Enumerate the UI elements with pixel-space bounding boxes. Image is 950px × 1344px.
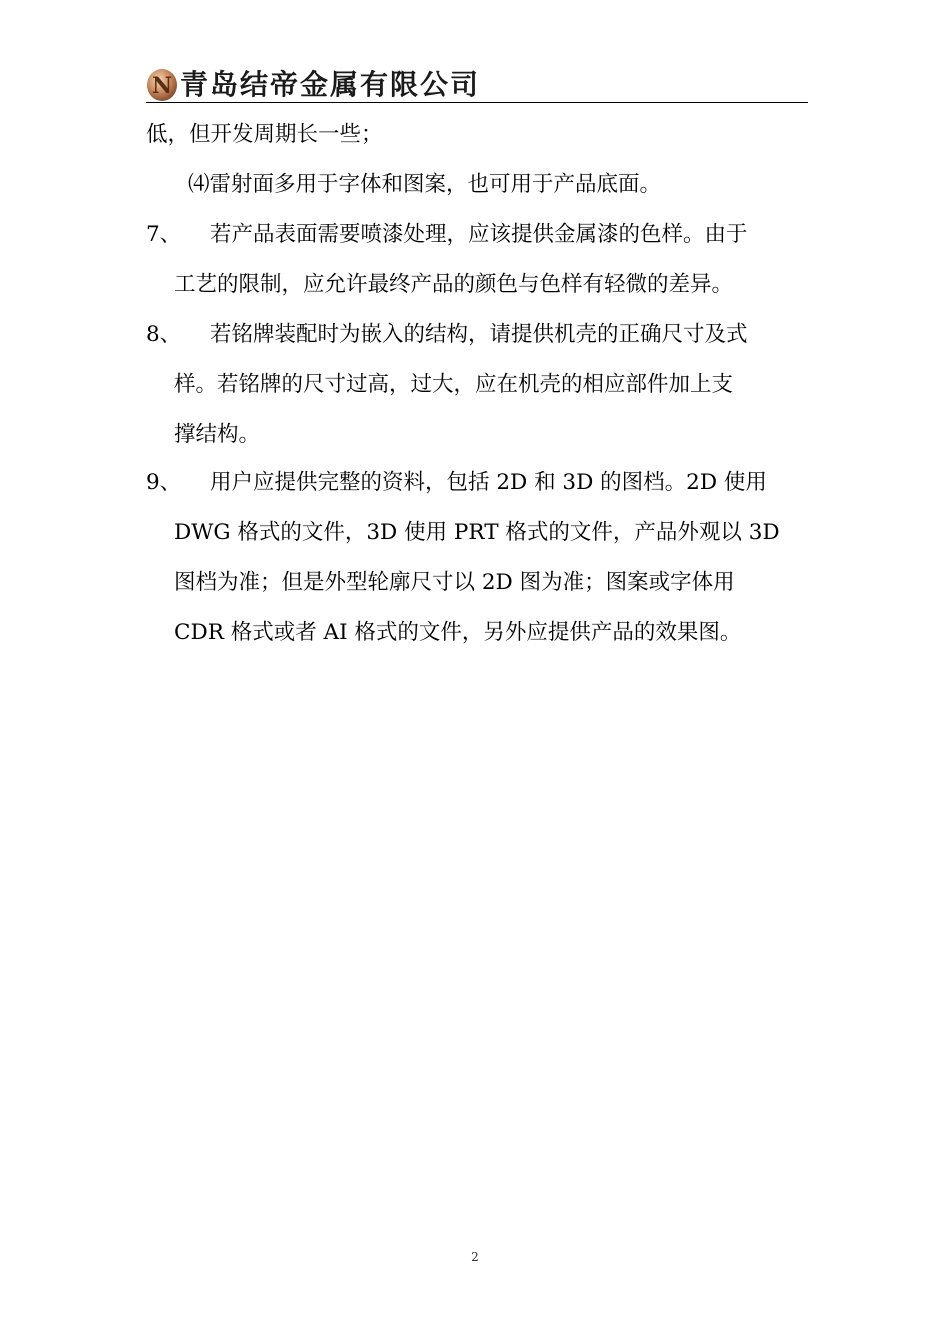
- header-divider: [146, 102, 808, 103]
- text-line: 撑结构。: [174, 422, 261, 447]
- text-line: CDR 格式或者 AI 格式的文件，另外应提供产品的效果图。: [174, 620, 742, 645]
- text-line: 用户应提供完整的资料，包括 2D 和 3D 的图档。2D 使用: [210, 470, 767, 495]
- text-line: ⑷雷射面多用于字体和图案，也可用于产品底面。: [188, 172, 662, 197]
- company-logo-icon: [146, 68, 178, 102]
- text-line: 工艺的限制，应允许最终产品的颜色与色样有轻微的差异。: [174, 272, 734, 297]
- text-line: 样。若铭牌的尺寸过高，过大，应在机壳的相应部件加上支: [174, 372, 734, 397]
- page-number: 2: [471, 1250, 479, 1264]
- item-number: 9、: [146, 470, 182, 495]
- item-number: 8、: [146, 322, 182, 347]
- text-line: 低，但开发周期长一些；: [146, 122, 383, 147]
- svg-text:N: N: [151, 73, 173, 99]
- text-line: 若产品表面需要喷漆处理，应该提供金属漆的色样。由于: [210, 222, 748, 247]
- page-header: [146, 64, 810, 106]
- text-line: DWG 格式的文件，3D 使用 PRT 格式的文件，产品外观以 3D: [174, 520, 780, 545]
- company-name: 青岛结帝金属有限公司: [180, 68, 481, 101]
- text-line: 图档为准；但是外型轮廓尺寸以 2D 图为准；图案或字体用: [174, 570, 735, 595]
- text-line: 若铭牌装配时为嵌入的结构，请提供机壳的正确尺寸及式: [210, 322, 748, 347]
- item-number: 7、: [146, 222, 182, 247]
